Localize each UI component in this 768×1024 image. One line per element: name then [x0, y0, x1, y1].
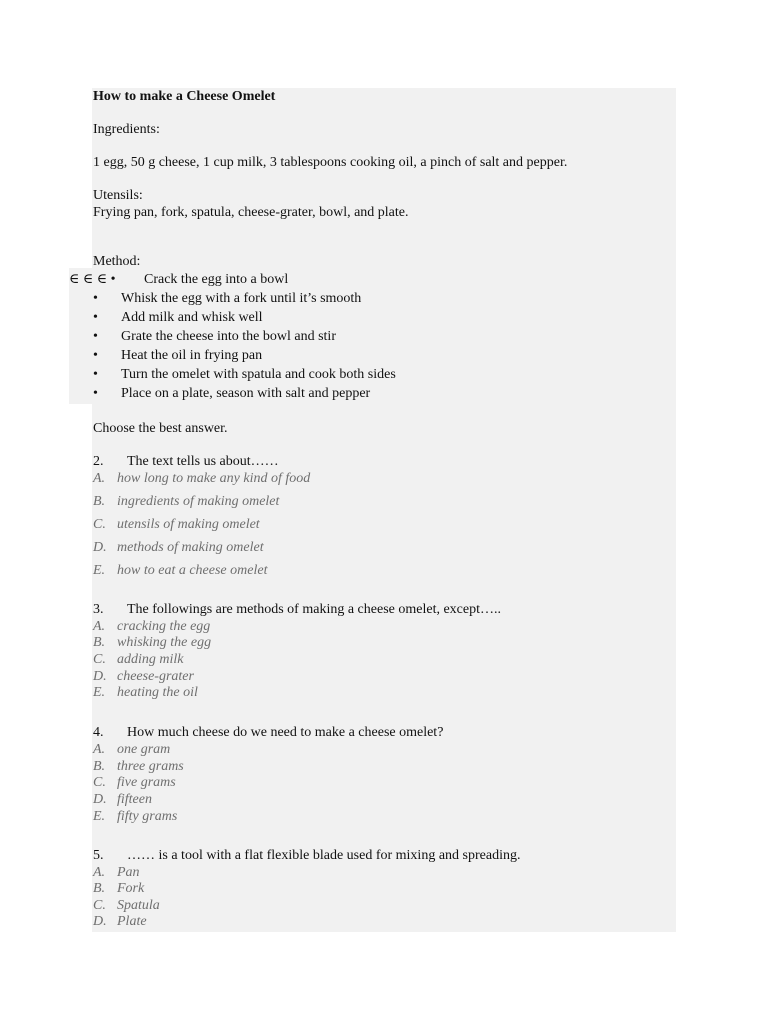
option-d: D. cheese-grater — [93, 669, 194, 684]
question-number: 3. — [93, 602, 104, 617]
method-label: Method: — [93, 254, 141, 269]
option-e: E. how to eat a cheese omelet — [93, 563, 268, 578]
utensils-label: Utensils: — [93, 188, 143, 203]
question-text — [93, 847, 520, 864]
option-a: A. one gram — [93, 742, 171, 757]
question-body: How much cheese do we need to make a cheese omelet? — [127, 725, 444, 740]
bullet-icon: • — [93, 329, 98, 344]
question-text — [93, 601, 501, 618]
option-a: A. cracking the egg — [93, 619, 211, 634]
question-number: 4. — [93, 725, 104, 740]
option-c: C. utensils of making omelet — [93, 517, 260, 532]
document-title: How to make a Cheese Omelet — [93, 89, 276, 104]
option-c: C. five grams — [93, 775, 176, 790]
option-c: C. adding milk — [93, 652, 184, 667]
option-e: E. heating the oil — [93, 685, 198, 700]
bullet-icon: • — [93, 348, 98, 363]
option-b: B. whisking the egg — [93, 635, 212, 650]
list-item: Heat the oil in frying pan — [121, 348, 263, 363]
option-e: E. fifty grams — [93, 809, 178, 824]
list-item: Crack the egg into a bowl — [144, 272, 289, 287]
option-d: D. methods of making omelet — [93, 540, 264, 555]
list-item: Add milk and whisk well — [121, 310, 263, 325]
option-b: B. ingredients of making omelet — [93, 494, 280, 509]
list-item: Whisk the egg with a fork until it’s smooth — [121, 291, 362, 306]
question-number: 2. — [93, 454, 104, 469]
ingredients-label: Ingredients: — [93, 122, 160, 137]
list-item: Place on a plate, season with salt and pepper — [121, 386, 371, 401]
option-b: B. Fork — [93, 881, 145, 896]
utensils-text: Frying pan, fork, spatula, cheese-grater, bowl, and plate. — [93, 205, 409, 220]
option-b: B. three grams — [93, 759, 184, 774]
question-number: 5. — [93, 848, 104, 863]
question-text — [93, 453, 279, 470]
option-c: C. Spatula — [93, 898, 160, 913]
question-body: The text tells us about…… — [127, 454, 279, 469]
option-a: A. Pan — [93, 865, 140, 880]
instruction-text: Choose the best answer. — [93, 421, 228, 436]
question-body: The followings are methods of making a cheese omelet, except….. — [127, 602, 501, 617]
question-text — [93, 724, 443, 741]
ingredients-text: 1 egg, 50 g cheese, 1 cup milk, 3 tablespoons cooking oil, a pinch of salt and pepper. — [93, 155, 568, 170]
option-d: D. Plate — [93, 914, 147, 929]
option-a: A. how long to make any kind of food — [93, 471, 311, 486]
bullet-icon: • — [93, 291, 98, 306]
bullet-icon: • — [93, 310, 98, 325]
first-step-prefix: ∈ ∈ ∈ • — [69, 272, 116, 287]
list-item: Turn the omelet with spatula and cook both sides — [121, 367, 396, 382]
question-body: …… is a tool with a flat flexible blade used for mixing and spreading. — [127, 848, 521, 863]
option-d: D. fifteen — [93, 792, 152, 807]
bullet-icon: • — [93, 386, 98, 401]
list-item: Grate the cheese into the bowl and stir — [121, 329, 336, 344]
bullet-icon: • — [93, 367, 98, 382]
